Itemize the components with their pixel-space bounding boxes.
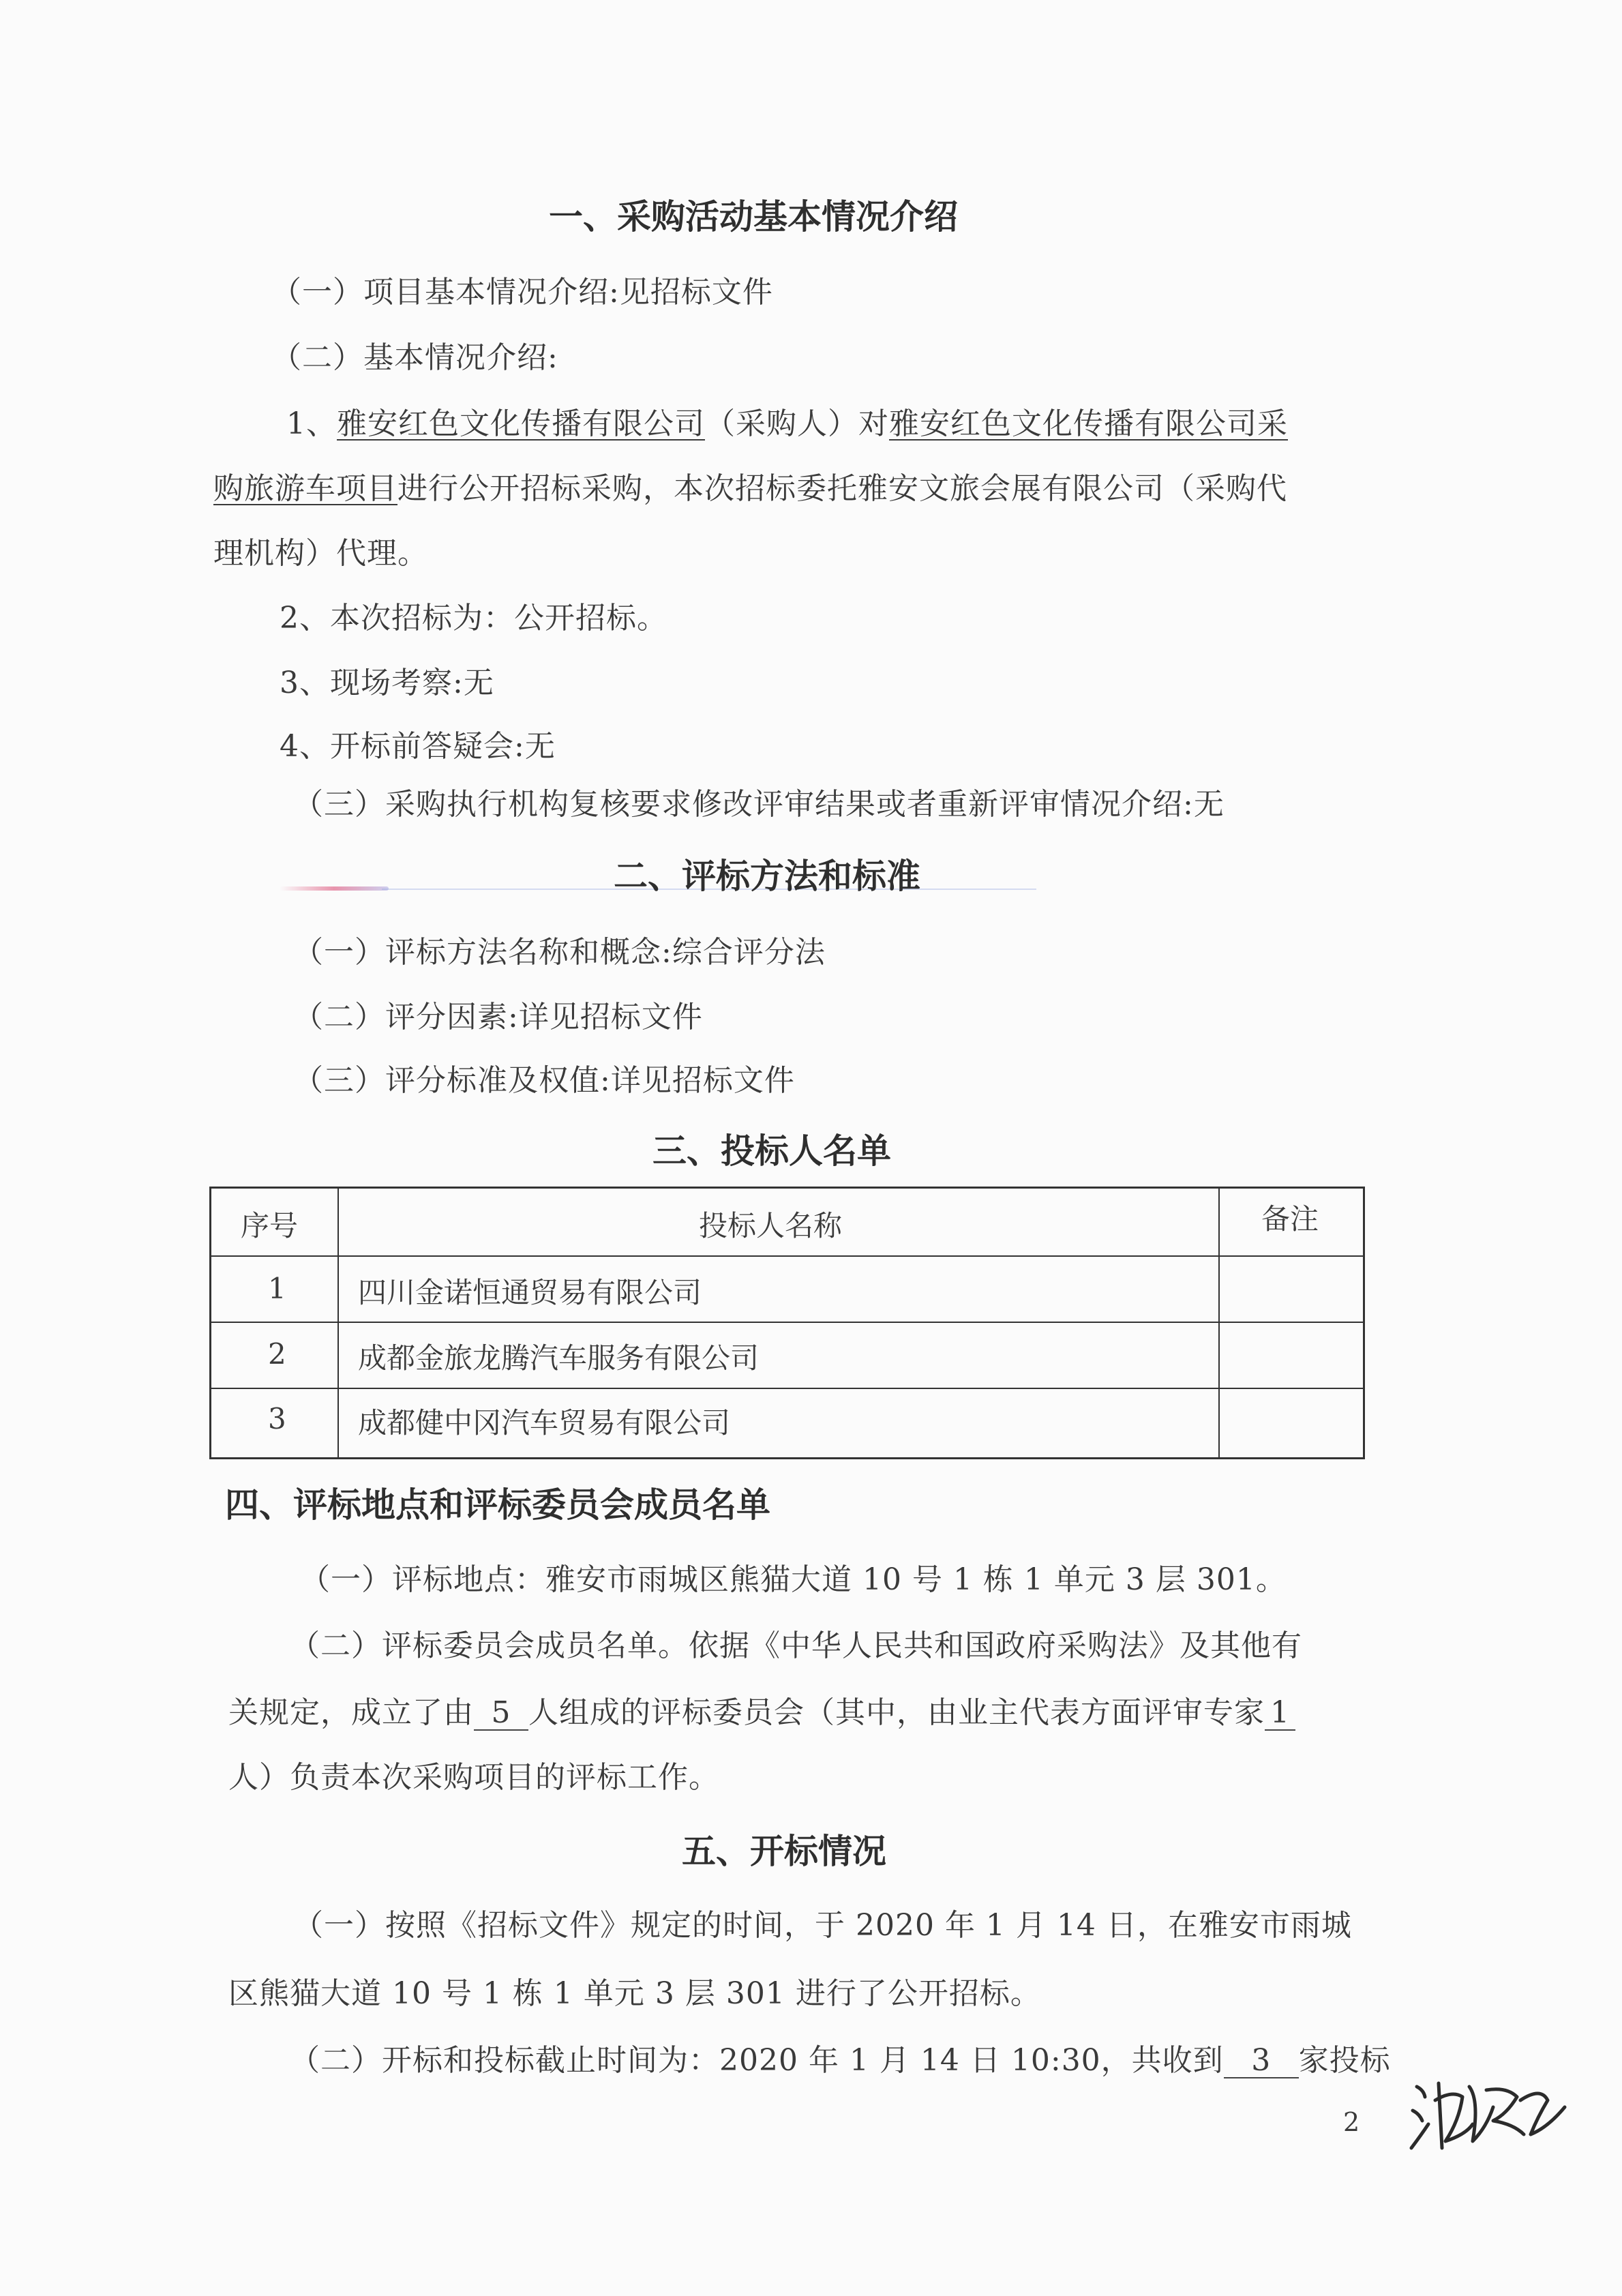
section-4-para-2-line-2 xyxy=(228,1688,1295,1731)
section-1-item-1-line-2 xyxy=(213,464,1287,507)
table-divider xyxy=(211,1255,1363,1257)
section-2-para-3: （三）评分标准及权值:详见招标文件 xyxy=(293,1063,795,1098)
section-1-para-2: （二）基本情况介绍: xyxy=(271,340,558,375)
section-5-para-1-line-2: 区熊猫大道 10 号 1 栋 1 单元 3 层 301 进行了公开招标。 xyxy=(228,1976,1041,2011)
section-2-para-1: （一）评标方法名称和概念:综合评分法 xyxy=(293,935,826,970)
section-4-para-1: （一）评标地点：雅安市雨城区熊猫大道 10 号 1 栋 1 单元 3 层 301。 xyxy=(300,1562,1287,1597)
table-row-2-no: 2 xyxy=(268,1337,286,1371)
section-5-title: 五、开标情况 xyxy=(682,1831,886,1871)
table-divider xyxy=(211,1322,1363,1323)
table-row-2-name: 成都金旅龙腾汽车服务有限公司 xyxy=(358,1341,760,1375)
bidder-table xyxy=(209,1187,1365,1459)
section-1-para-3: （三）采购执行机构复核要求修改评审结果或者重新评审情况介绍:无 xyxy=(293,787,1225,822)
table-divider xyxy=(337,1189,339,1457)
section-1-title: 一、采购活动基本情况介绍 xyxy=(549,196,958,237)
page-number: 2 xyxy=(1343,2107,1361,2137)
section-3-title: 三、投标人名单 xyxy=(652,1131,891,1171)
table-divider xyxy=(211,1388,1363,1389)
section-2-title: 二、评标方法和标准 xyxy=(614,856,920,896)
deadline-text: （二）开标和投标截止时间为：2020 年 1 月 14 日 10:30，共收到 xyxy=(290,2043,1224,2078)
committee-text-b: 人组成的评标委员会（其中，由业主代表方面评审专家 xyxy=(528,1695,1265,1730)
table-row-3-no: 3 xyxy=(268,1402,286,1435)
table-row-1-no: 1 xyxy=(268,1272,286,1305)
table-header-name: 投标人名称 xyxy=(699,1209,843,1242)
section-4-para-2-line-3: 人）负责本次采购项目的评标工作。 xyxy=(228,1760,719,1795)
table-header-no: 序号 xyxy=(241,1209,299,1242)
section-1-para-1: （一）项目基本情况介绍:见招标文件 xyxy=(271,275,773,310)
table-row-3-name: 成都健中冈汽车贸易有限公司 xyxy=(358,1406,731,1440)
section-1-item-1-line-1 xyxy=(286,399,1288,443)
committee-text-a: 关规定，成立了由 xyxy=(228,1695,474,1730)
section-1-item-1-line-3: 理机构）代理。 xyxy=(213,536,428,571)
owner-expert-count: 1 xyxy=(1265,1697,1295,1731)
pen-mark xyxy=(280,886,389,891)
section-4-title: 四、评标地点和评标委员会成员名单 xyxy=(225,1485,770,1525)
item-1-prefix: 1、 xyxy=(286,406,337,441)
section-1-item-4: 4、开标前答疑会:无 xyxy=(280,729,556,764)
section-4-para-2-line-1: （二）评标委员会成员名单。依据《中华人民共和国政府采购法》及其他有 xyxy=(290,1628,1302,1663)
purchaser-name: 雅安红色文化传播有限公司 xyxy=(337,406,705,441)
agency-text: 进行公开招标采购，本次招标委托雅安文旅会展有限公司（采购代 xyxy=(397,471,1287,506)
project-name-line-2: 购旅游车项目 xyxy=(213,471,397,506)
bids-received-count: 3 xyxy=(1224,2044,1299,2078)
table-header-note: 备注 xyxy=(1261,1202,1319,1236)
committee-member-count: 5 xyxy=(474,1697,528,1731)
section-2-para-2: （二）评分因素:详见招标文件 xyxy=(293,1000,703,1034)
table-row-1-name: 四川金诺恒通贸易有限公司 xyxy=(358,1276,702,1309)
signature-mark xyxy=(1405,2059,1575,2168)
section-1-item-3: 3、现场考察:无 xyxy=(280,666,494,700)
deadline-text-end: 家投标 xyxy=(1298,2043,1391,2078)
section-5-para-1-line-1: （一）按照《招标文件》规定的时间，于 2020 年 1 月 14 日，在雅安市雨城 xyxy=(293,1908,1352,1943)
project-name-line-1: 雅安红色文化传播有限公司采 xyxy=(889,406,1288,441)
table-divider xyxy=(1218,1189,1220,1457)
purchaser-role: （采购人）对 xyxy=(705,406,889,441)
section-1-item-2: 2、本次招标为：公开招标。 xyxy=(280,601,667,636)
section-5-para-2-line-1 xyxy=(290,2036,1391,2079)
